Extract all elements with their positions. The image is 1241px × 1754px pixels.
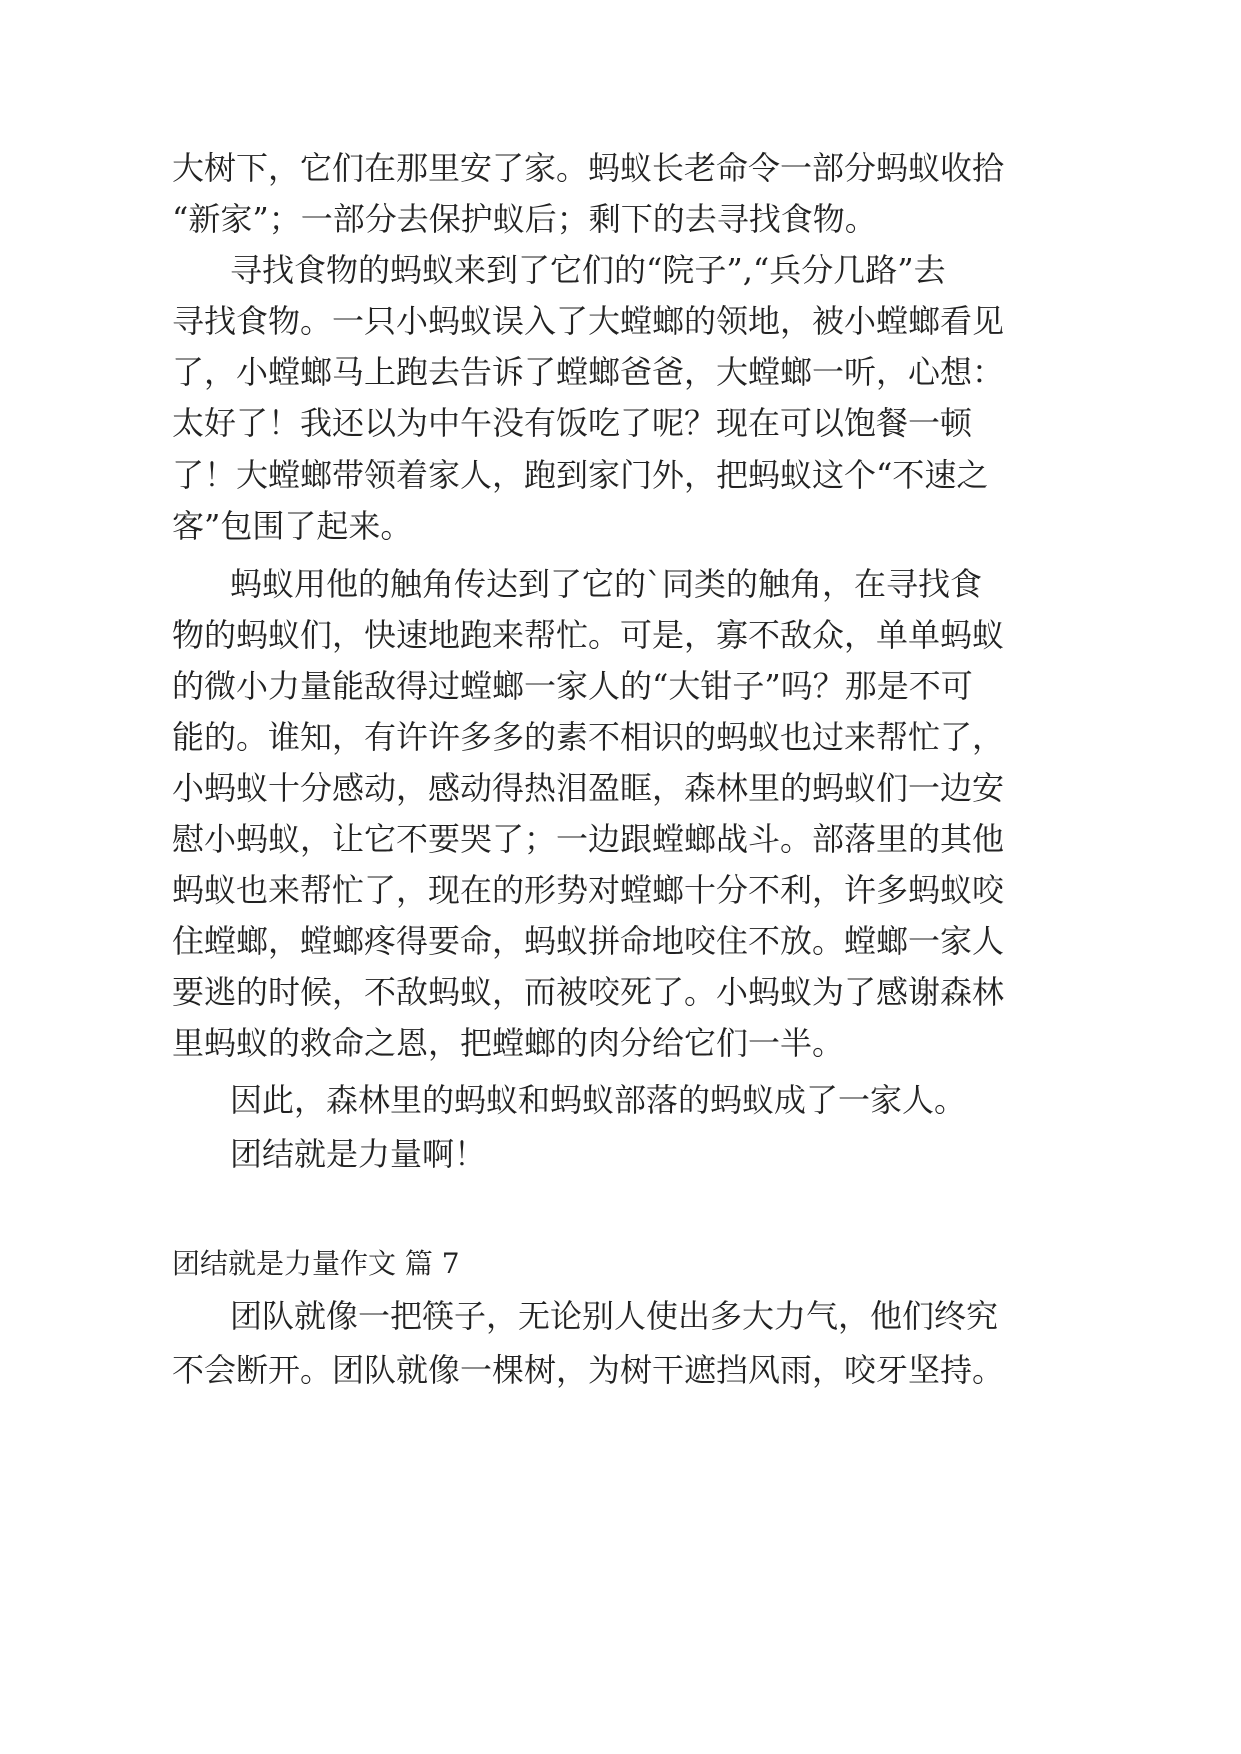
text-line: 能的。谁知，有许许多多的素不相识的蚂蚁也过来帮忙了，	[172, 718, 1005, 756]
text-line: 里蚂蚁的救命之恩，把螳螂的肉分给它们一半。	[172, 1024, 845, 1062]
text-line: 小蚂蚁十分感动，感动得热泪盈眶，森林里的蚂蚁们一边安	[172, 769, 1005, 807]
text-line: 寻找食物。一只小蚂蚁误入了大螳螂的领地，被小螳螂看见	[172, 302, 1005, 340]
section-heading: 团结就是力量作文 篇 7	[172, 1247, 460, 1280]
text-line: 蚂蚁也来帮忙了，现在的形势对螳螂十分不利，许多蚂蚁咬	[172, 871, 1005, 909]
text-line: 大树下，它们在那里安了家。蚂蚁长老命令一部分蚂蚁收拾	[172, 149, 1005, 187]
text-line: 客”包围了起来。	[172, 507, 413, 545]
text-line: 蚂蚁用他的触角传达到了它的`同类的触角，在寻找食	[230, 565, 983, 603]
text-line: 慰小蚂蚁，让它不要哭了；一边跟螳螂战斗。部落里的其他	[172, 820, 1005, 858]
text-line: 了，小螳螂马上跑去告诉了螳螂爸爸，大螳螂一听，心想：	[172, 353, 1005, 391]
text-line: 住螳螂，螳螂疼得要命，蚂蚁拼命地咬住不放。螳螂一家人	[172, 922, 1005, 960]
text-line: 团结就是力量啊！	[230, 1135, 487, 1173]
text-line: 物的蚂蚁们，快速地跑来帮忙。可是，寡不敌众，单单蚂蚁	[172, 616, 1005, 654]
text-line: 了！大螳螂带领着家人，跑到家门外，把蚂蚁这个“不速之	[172, 456, 989, 494]
text-line: 太好了！我还以为中午没有饭吃了呢？现在可以饱餐一顿	[172, 404, 973, 442]
text-line: 因此，森林里的蚂蚁和蚂蚁部落的蚂蚁成了一家人。	[230, 1081, 967, 1119]
text-line: 寻找食物的蚂蚁来到了它们的“院子”,“兵分几路”去	[230, 251, 946, 289]
text-line: 的微小力量能敌得过螳螂一家人的“大钳子”吗？那是不可	[172, 667, 973, 705]
text-line: “新家”；一部分去保护蚁后；剩下的去寻找食物。	[172, 200, 877, 238]
text-line: 要逃的时候，不敌蚂蚁，而被咬死了。小蚂蚁为了感谢森林	[172, 973, 1005, 1011]
text-line: 不会断开。团队就像一棵树，为树干遮挡风雨，咬牙坚持。	[172, 1351, 1005, 1389]
text-line: 团队就像一把筷子，无论别人使出多大力气，他们终究	[230, 1297, 999, 1335]
